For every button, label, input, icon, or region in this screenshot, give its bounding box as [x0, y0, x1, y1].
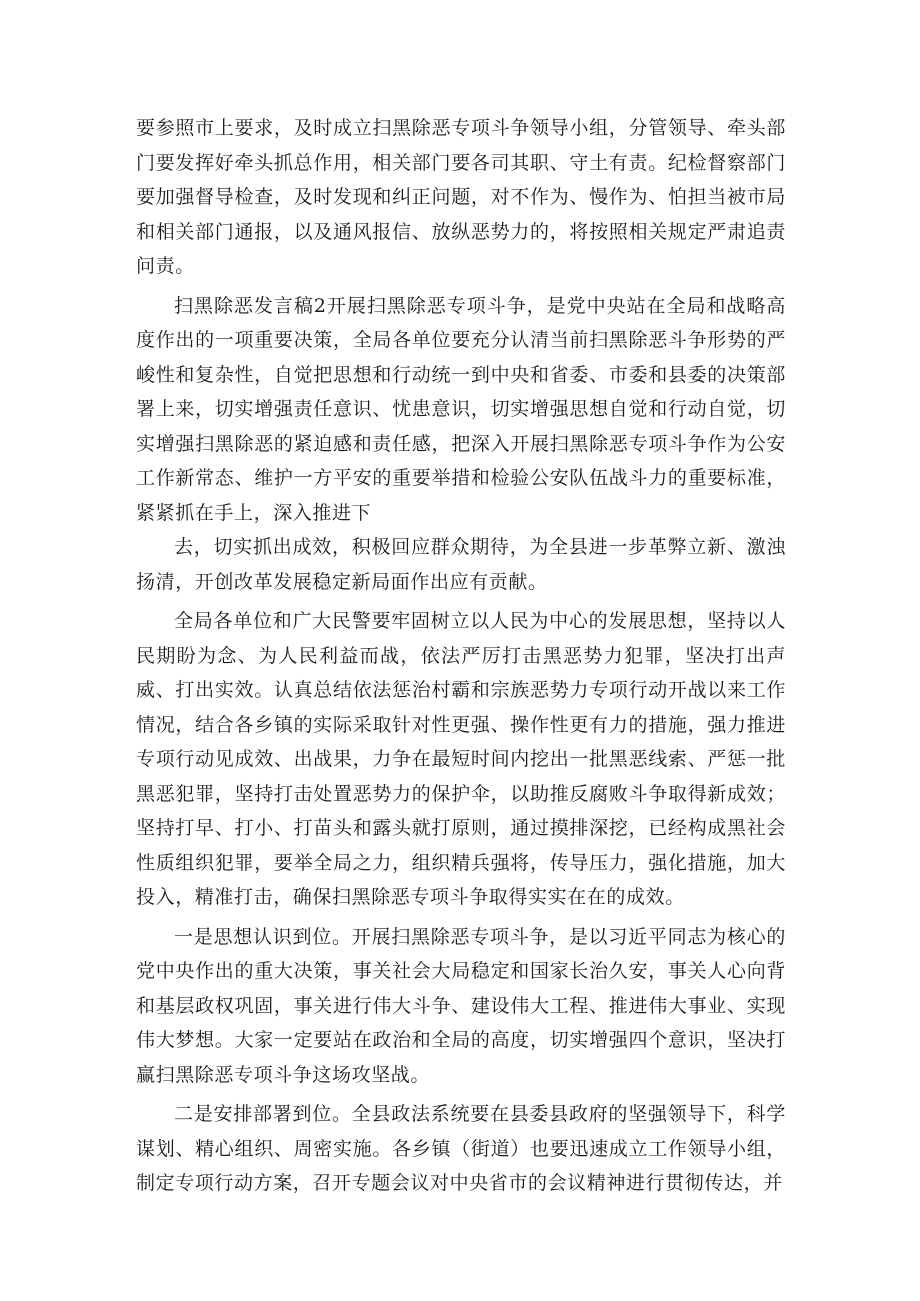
document-body [136, 111, 786, 1206]
paragraph-deployment: 二是安排部署到位。全县政法系统要在县委县政府的坚强领导下，科学谋划、精心组织、周密实施。各乡镇（街道）也要迅速成立工作领导小组，制定专项行动方案，召开专题会议对中央省市的会议精神进行贯彻传达，并 [136, 1103, 786, 1194]
paragraph-continuation: 要参照市上要求，及时成立扫黑除恶专项斗争领导小组，分管领导、牵头部门要发挥好牵头抓总作用，相关部门要各司其职、守土有责。纪检督察部门要加强督导检查，及时发现和纠正问题，对不作为、慢作为、怕担当被市局和相关部门通报，以及通风报信、放纵恶势力的，将按照相关规定严肃追责问责。 [136, 117, 786, 277]
paragraph-results: 去，切实抓出成效，积极回应群众期待，为全县进一步革弊立新、激浊扬清，开创改革发展稳定新局面作出应有贡献。 [136, 536, 786, 593]
paragraph-ideological-awareness: 一是思想认识到位。开展扫黑除恶专项斗争，是以习近平同志为核心的党中央作出的重大决策，事关社会大局稳定和国家长治久安，事关人心向背和基层政权巩固，事关进行伟大斗争、建设伟大工程、推进伟大事业、实现伟大梦想。大家一定要站在政治和全局的高度，切实增强四个意识，坚决打赢扫黑除恶专项斗争这场攻坚战。 [136, 925, 786, 1086]
paragraph-people-centered: 全局各单位和广大民警要牢固树立以人民为中心的发展思想，坚持以人民期盼为念、为人民利益而战，依法严厉打击黑恶势力犯罪，坚决打出声威、打出实效。认真总结依法惩治村霸和宗族恶势力专项行动开战以来工作情况，结合各乡镇的实际采取针对性更强、操作性更有力的措施，强力推进专项行动见成效、出战果，力争在最短时间内挖出一批黑恶线索、严惩一批黑恶犯罪，坚持打击处置恶势力的保护伞，以助推反腐败斗争取得新成效；坚持打早、打小、打苗头和露头就打原则，通过摸排深挖，已经构成黑社会性质组织犯罪，要举全局之力，组织精兵强将，传导压力，强化措施，加大投入，精准打击，确保扫黑除恶专项斗争取得实实在在的成效。 [136, 610, 786, 908]
paragraph-speech-2: 扫黑除恶发言稿2开展扫黑除恶专项斗争，是党中央站在全局和战略高度作出的一项重要决策，全局各单位要充分认清当前扫黑除恶斗争形势的严峻性和复杂性，自觉把思想和行动统一到中央和省委、市委和县委的决策部署上来，切实增强责任意识、忧患意识，切实增强思想自觉和行动自觉，切实增强扫黑除恶的紧迫感和责任感，把深入开展扫黑除恶专项斗争作为公安工作新常态、维护一方平安的重要举措和检验公安队伍战斗力的重要标准，紧紧抓在手上，深入推进下 [136, 294, 786, 524]
